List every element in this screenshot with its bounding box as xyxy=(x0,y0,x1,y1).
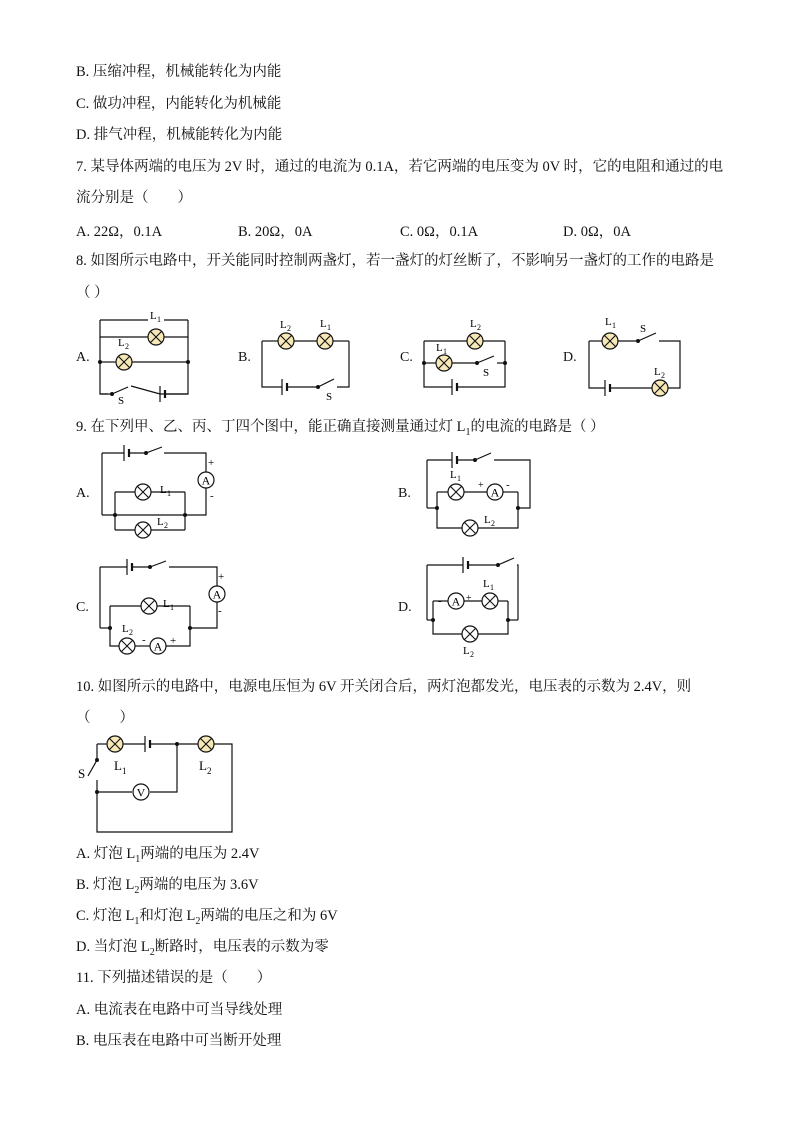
ammeter-icon-letter: A xyxy=(212,587,222,602)
switch-icon xyxy=(498,558,514,565)
q9-label-d: D. xyxy=(398,600,412,615)
lamp-label: L xyxy=(150,310,157,322)
q8-label-c: C. xyxy=(400,350,413,365)
q7-stem-line2: 流分别是（ ） xyxy=(76,190,192,206)
switch-label: S xyxy=(483,367,490,379)
q10-option-c: C. 灯泡 $L_1$和灯泡 $L_2$两端的电压之和为 6V xyxy=(76,908,338,927)
q10-option-a: A. 灯泡 $L_1$两端的电压为 2.4V xyxy=(76,846,260,865)
lamp-label: L xyxy=(483,578,490,590)
lamp-label-sub: 2 xyxy=(164,521,168,530)
q6-option-b: B. 压缩冲程，机械能转化为内能 xyxy=(76,64,282,80)
switch-icon xyxy=(112,387,128,394)
switch-label: S xyxy=(640,323,647,335)
junction-dot xyxy=(516,506,520,510)
lamp-label-sub: 1 xyxy=(122,766,127,776)
switch-icon xyxy=(146,447,162,453)
junction-dot xyxy=(422,361,426,365)
junction-dot xyxy=(506,618,510,622)
q11-stem: 11. 下列描述错误的是（ ） xyxy=(76,970,272,986)
ammeter-minus: - xyxy=(142,634,146,646)
q8-label-a: A. xyxy=(76,350,90,365)
switch-icon xyxy=(477,356,494,363)
wire xyxy=(589,341,605,388)
junction-dot xyxy=(503,361,507,365)
q9-label-a: A. xyxy=(76,486,90,501)
lamp-label-sub: 1 xyxy=(443,347,447,356)
lamp-label: L xyxy=(436,342,443,354)
ammeter-plus: + xyxy=(170,635,177,647)
wire xyxy=(494,460,530,508)
lamp-label-sub: 2 xyxy=(287,324,291,333)
lamp-label: L xyxy=(157,516,164,528)
switch-icon xyxy=(150,561,166,567)
ammeter-minus: - xyxy=(506,479,510,491)
q8-label-b: B. xyxy=(238,350,251,365)
q7-option-c: C. 0Ω，0.1A xyxy=(400,224,479,240)
q9-label-c: C. xyxy=(76,600,89,615)
switch-icon xyxy=(318,379,334,387)
lamp-label: L xyxy=(114,758,122,773)
lamp-label-sub: 2 xyxy=(125,342,129,351)
lamp-label-sub: 1 xyxy=(327,323,331,332)
q8-label-d: D. xyxy=(563,350,577,365)
wire xyxy=(517,565,518,620)
switch-icon xyxy=(88,760,97,776)
junction-dot xyxy=(188,626,192,630)
ammeter-minus: - xyxy=(438,595,442,607)
lamp-label-sub: 1 xyxy=(612,321,616,330)
ammeter-icon-letter: A xyxy=(490,485,500,500)
q6-option-d: D. 排气冲程，机械能转化为内能 xyxy=(76,127,283,143)
junction-dot xyxy=(431,618,435,622)
wire xyxy=(337,341,349,387)
junction-dot xyxy=(183,513,187,517)
q10-stem-line2: （ ） xyxy=(76,710,134,726)
junction-dot xyxy=(435,506,439,510)
switch-label: S xyxy=(118,395,125,407)
lamp-label-sub: 1 xyxy=(170,603,174,612)
wire xyxy=(457,341,505,387)
q7-stem-line1: 7. 某导体两端的电压为 2V 时，通过的电流为 0.1A，若它两端的电压变为 0V 时，它的电阻和通过的电 xyxy=(76,159,724,175)
ammeter-icon-letter: A xyxy=(451,594,461,609)
lamp-label: L xyxy=(484,514,491,526)
junction-dot xyxy=(98,360,102,364)
switch-icon xyxy=(475,453,491,460)
ammeter-icon-letter: A xyxy=(153,639,163,654)
wire xyxy=(110,606,119,646)
lamp-label: L xyxy=(450,469,457,481)
ammeter-plus: + xyxy=(466,593,472,604)
q6-option-c: C. 做功冲程，内能转化为机械能 xyxy=(76,96,282,112)
lamp-label-sub: 2 xyxy=(661,371,665,380)
junction-dot xyxy=(113,513,117,517)
lamp-label-sub: 1 xyxy=(167,489,171,498)
q10-stem-line1: 10. 如图所示的电路中，电源电压恒为 6V 开关闭合后，两灯泡都发光，电压表的示数为 2.4V，则 xyxy=(76,679,692,695)
q11-option-a: A. 电流表在电路中可当导线处理 xyxy=(76,1002,283,1018)
q9-label-b: B. xyxy=(398,486,411,501)
lamp-label: L xyxy=(605,316,612,328)
q9-stem: 9. 在下列甲、乙、丙、丁四个图中，能正确直接测量通过灯 $L_1$的电流的电路是（ ） xyxy=(76,419,605,438)
lamp-label-sub: 2 xyxy=(470,650,474,659)
lamp-label: L xyxy=(463,645,470,657)
ammeter-minus: - xyxy=(210,490,214,502)
junction-dot xyxy=(186,360,190,364)
ammeter-plus: + xyxy=(208,457,215,469)
lamp-label: L xyxy=(280,319,287,331)
junction-dot xyxy=(175,742,179,746)
lamp-label: L xyxy=(654,366,661,378)
switch-label: S xyxy=(326,391,333,403)
ammeter-minus: - xyxy=(218,605,222,617)
wire xyxy=(164,453,206,472)
switch-label: S xyxy=(78,766,86,781)
q7-option-a: A. 22Ω，0.1A xyxy=(76,224,163,240)
voltmeter-icon-letter: V xyxy=(136,785,146,800)
wire xyxy=(100,320,108,394)
lamp-label: L xyxy=(118,337,125,349)
ammeter-icon-letter: A xyxy=(201,473,211,488)
ammeter-plus: + xyxy=(218,571,225,583)
lamp-label: L xyxy=(199,758,207,773)
lamp-label-sub: 2 xyxy=(129,628,133,637)
lamp-label-sub: 2 xyxy=(477,323,481,332)
lamp-label-sub: 1 xyxy=(157,315,161,324)
q7-option-d: D. 0Ω，0A xyxy=(563,224,631,240)
wire xyxy=(150,744,177,792)
q8-stem-line2: （ ） xyxy=(76,285,109,301)
lamp-label: L xyxy=(470,318,477,330)
ammeter-plus: + xyxy=(478,480,484,491)
lamp-label-sub: 2 xyxy=(491,519,495,528)
q10-option-d: D. 当灯泡 $L_2$断路时，电压表的示数为零 xyxy=(76,939,329,958)
q8-stem-line1: 8. 如图所示电路中，开关能同时控制两盏灯，若一盏灯的灯丝断了，不影响另一盏灯的工作的电路是 xyxy=(76,253,714,269)
lamp-label-sub: 2 xyxy=(207,766,212,776)
wire xyxy=(262,341,282,387)
wire xyxy=(169,567,217,586)
q10-option-b: B. 灯泡 $L_2$两端的电压为 3.6V xyxy=(76,877,259,896)
lamp-label-sub: 1 xyxy=(457,474,461,483)
lamp-label: L xyxy=(320,318,327,330)
q11-option-b: B. 电压表在电路中可当断开处理 xyxy=(76,1033,282,1049)
junction-dot xyxy=(108,626,112,630)
lamp-label: L xyxy=(160,484,167,496)
lamp-label: L xyxy=(122,623,129,635)
lamp-label: L xyxy=(163,598,170,610)
wire xyxy=(190,602,217,628)
lamp-label-sub: 1 xyxy=(490,583,494,592)
q7-option-b: B. 20Ω，0A xyxy=(238,224,313,240)
junction-dot xyxy=(95,790,99,794)
